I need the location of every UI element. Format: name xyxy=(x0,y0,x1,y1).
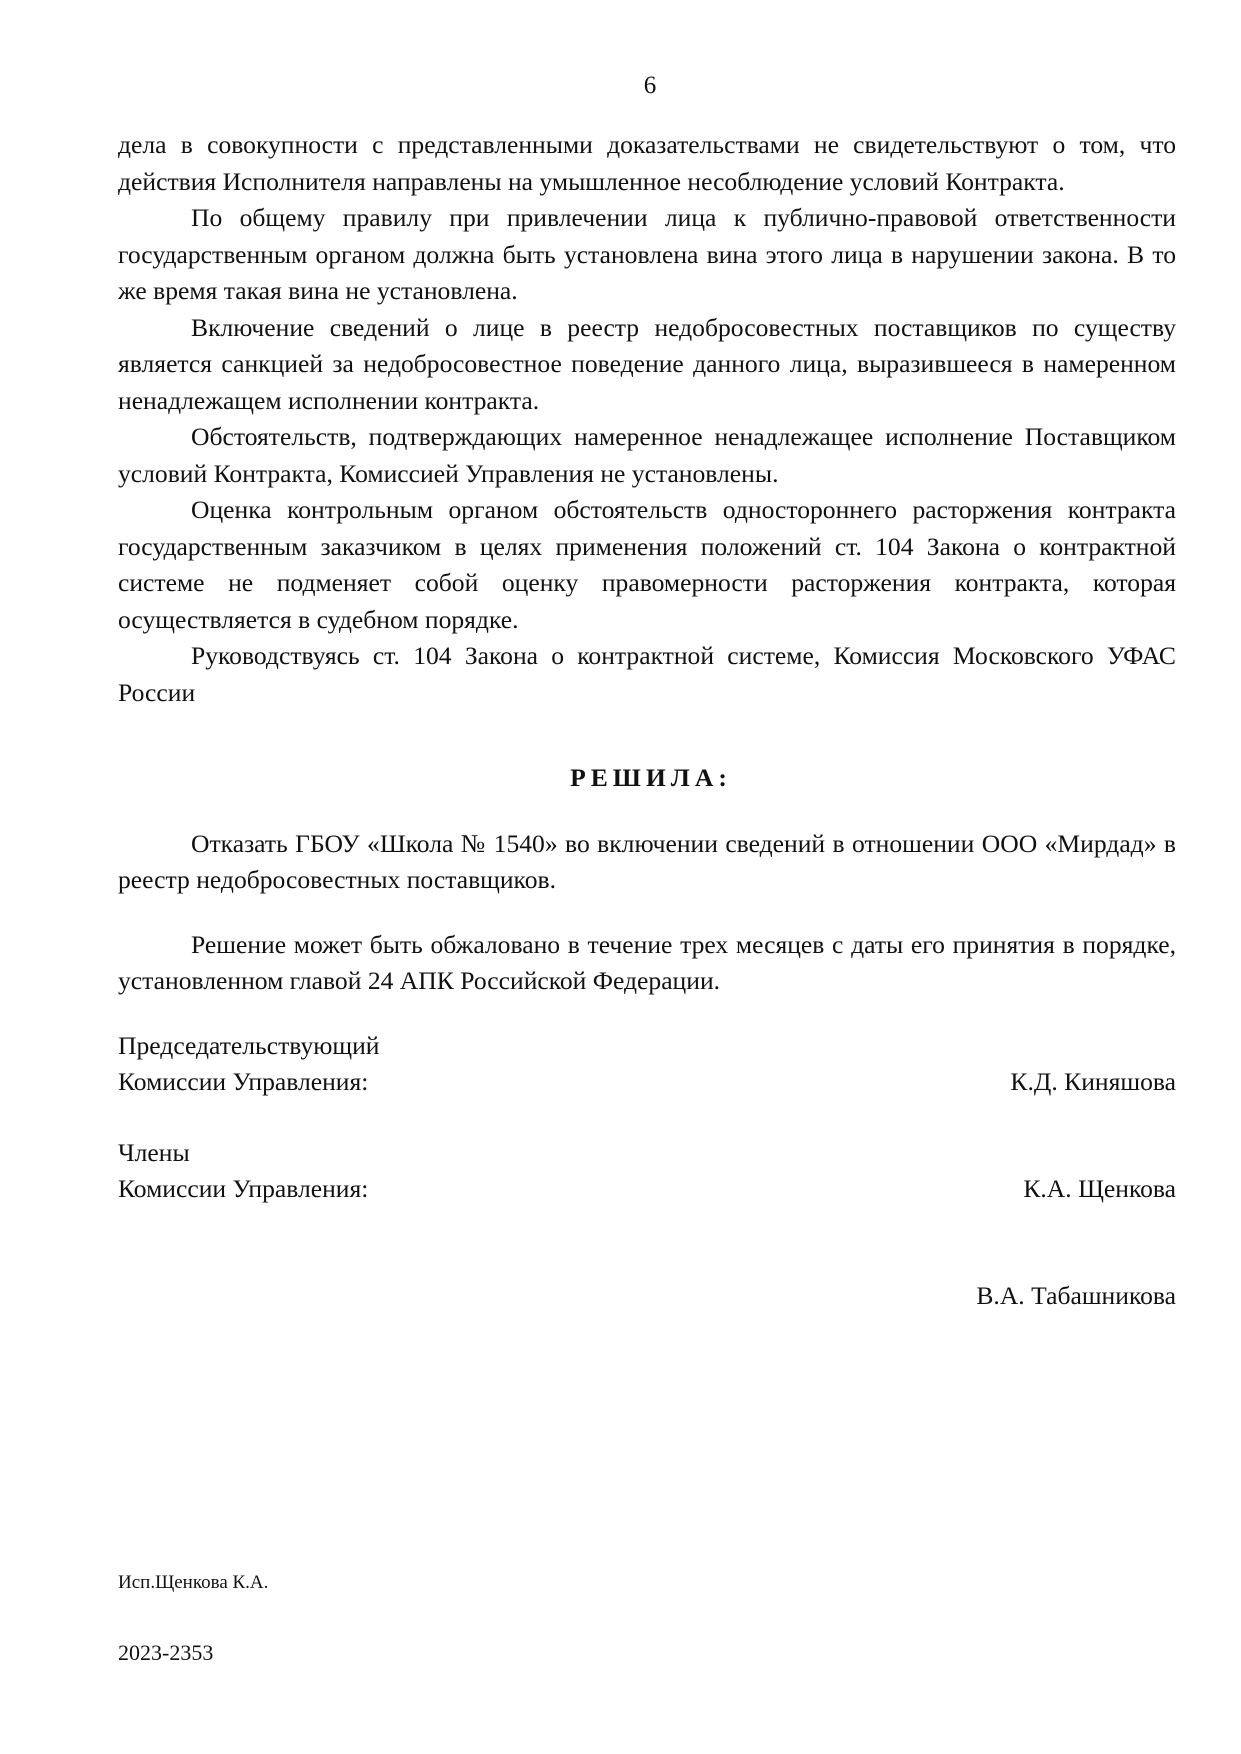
members-title-line2: Комиссии Управления: xyxy=(118,1174,369,1203)
signature-block xyxy=(118,1028,1176,1315)
paragraph-decision: Отказать ГБОУ «Школа № 1540» во включении сведений в отношении ООО «Мирдад» в реестр недобросовестных поставщиков. xyxy=(118,828,1176,894)
chair-title-line1: Председательствующий xyxy=(118,1030,380,1060)
chair-title-line2: Комиссии Управления: xyxy=(118,1067,369,1096)
member2-name: В.А. Табашникова xyxy=(976,1280,1176,1310)
paragraph-assessment: Оценка контрольным органом обстоятельств одностороннего расторжения контракта государственным заказчиком в целях применения положений ст. 104 Закона о контрактной системе не подменяет собой оценку правомерности расторжения контракта, которая осуществляется в судебном порядке. xyxy=(118,495,1176,634)
chair-signature-row xyxy=(118,1064,1176,1101)
spacer xyxy=(118,899,1176,927)
document-body xyxy=(118,127,1176,1314)
decision-heading: РЕШИЛА: xyxy=(570,763,732,792)
paragraph-appeal: Решение может быть обжаловано в течение трех месяцев с даты его принятия в порядке, установленном главой 24 АПК Российской Федерации. xyxy=(118,929,1176,995)
paragraph-registry-sanction: Включение сведений о лице в реестр недобросовестных поставщиков по существу является санкцией за недобросовестное поведение данного лица, выразившееся в намеренном ненадлежащем исполнении контракта. xyxy=(118,312,1176,415)
member-signature-row xyxy=(118,1171,1176,1208)
paragraph-circumstances: Обстоятельств, подтверждающих намеренное ненадлежащее исполнение Поставщиком условий Контракта, Комиссией Управления не установлены. xyxy=(118,422,1176,488)
document-number: 2023-2353 xyxy=(118,1640,214,1665)
spacer xyxy=(118,1000,1176,1028)
member1-name: К.А. Щенкова xyxy=(1023,1174,1176,1203)
executor-note: Исп.Щенкова К.А. xyxy=(118,1572,269,1593)
chair-name: К.Д. Киняшова xyxy=(1010,1067,1176,1096)
members-title-line1: Члены xyxy=(118,1137,190,1167)
paragraph-continuation: дела в совокупности с представленными доказательствами не свидетельствуют о том, что действия Исполнителя направлены на умышленное несоблюдение условий Контракта. xyxy=(118,130,1176,196)
paragraph-guided-by: Руководствуясь ст. 104 Закона о контрактной системе, Комиссия Московского УФАС России xyxy=(118,641,1176,707)
spacer xyxy=(118,1101,1176,1135)
paragraph-guilt: По общему правилу при привлечении лица к публично-правовой ответственности государственным органом должна быть установлена вина этого лица в нарушении закона. В то же время такая вина не установлена. xyxy=(118,203,1176,305)
page-number: 6 xyxy=(643,72,657,99)
